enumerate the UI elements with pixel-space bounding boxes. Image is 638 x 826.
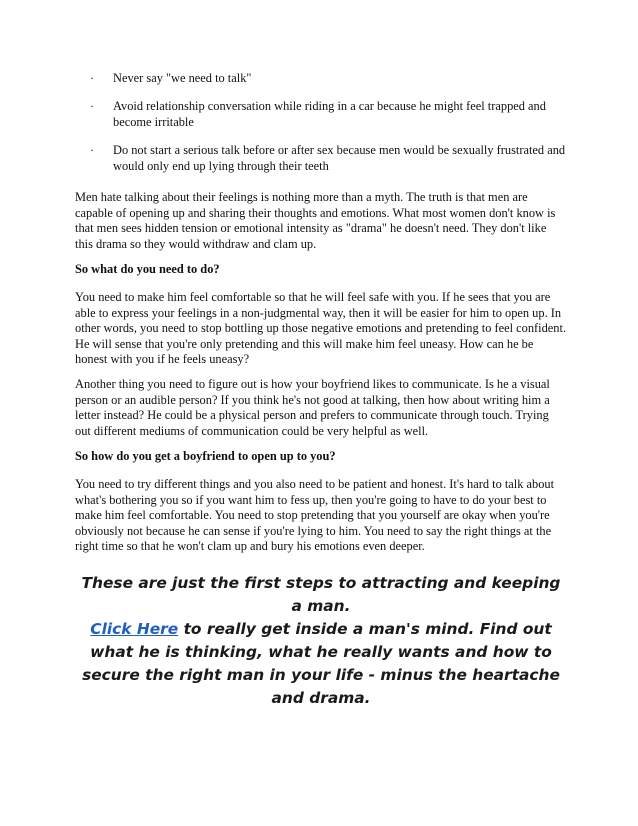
cta-intro: These are just the first steps to attracting and keeping a man. [81,574,561,615]
bullet-item [75,98,575,130]
bullet-text: Do not start a serious talk before or after sex because men would be sexually frustrated and would only end up lying through their teeth [113,143,566,173]
bullet-marker: · [90,71,94,85]
call-to-action [75,572,567,710]
paragraph-myth: Men hate talking about their feelings is nothing more than a myth. The truth is that men are capable of opening up and sharing their thoughts and emotions. What most women don't know is that men sees hidden tension or emotional intensity as "drama" he doesn't need. They don't like this drama so they would withdraw and clam up. [75,190,556,251]
tips-bullet-list [75,70,575,186]
heading-how-open-up: So how do you get a boyfriend to open up to you? [75,449,336,463]
paragraph-comfort: You need to make him feel comfortable so that he will feel safe with you. If he sees that you are able to express your feelings in a non-judgmental way, then it will be easier for him to open up. In other words, you need to stop bottling up those negative emotions and pretending to feel confident. He will sense that you're only pretending and this will make him feel uneasy. How can he be honest with you if he feels uneasy? [75,290,567,367]
bullet-text: Avoid relationship conversation while riding in a car because he might feel trapped and become irritable [113,99,546,129]
paragraph-communicate: Another thing you need to figure out is how your boyfriend likes to communicate. Is he a visual person or an audible person? If you think he's not good at talking, then how about writing him a letter instead? He could be a physical person and prefers to communicate through touch. Trying out different mediums of communication could be very helpful as well. [75,377,550,438]
paragraph-patience: You need to try different things and you also need to be patient and honest. It's hard to talk about what's bothering you so if you want him to fess up, then you're going to have to do your best to make him feel comfortable. You need to stop pretending that you yourself are okay when you're obviously not because he can sense if you're lying to him. You need to say the right things at the right time so that he won't clam up and bury his emotions even deeper. [75,477,555,554]
bullet-marker: · [90,143,94,157]
heading-what-to-do: So what do you need to do? [75,262,220,276]
bullet-marker: · [90,99,94,113]
cta-rest: to really get inside a man's mind. Find out what he is thinking, what he really wants and how to secure the right man in your life - minus the heartache and drama. [82,620,560,707]
bullet-text: Never say "we need to talk" [113,71,252,85]
bullet-item [75,142,575,174]
click-here-link[interactable]: Click Here [90,620,179,638]
bullet-item [75,70,575,86]
